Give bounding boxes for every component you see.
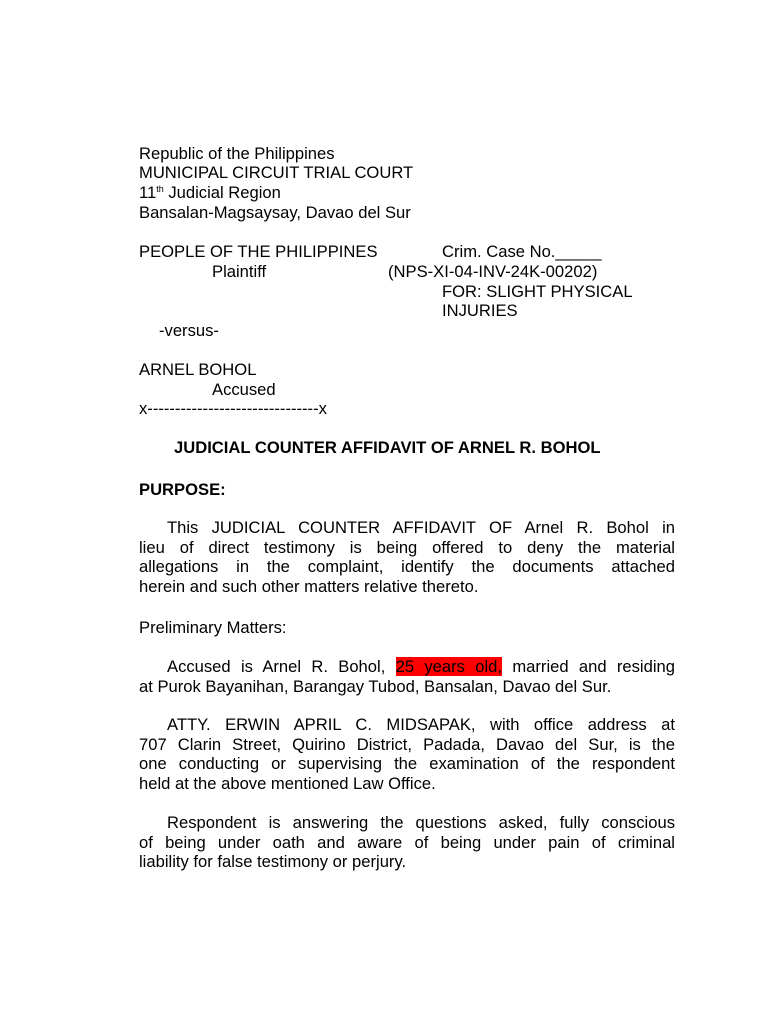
respondent-paragraph (139, 813, 675, 872)
accused-role: Accused (212, 380, 276, 399)
region-number: 11 (139, 183, 157, 202)
accused-line: at Purok Bayanihan, Barangay Tubod, Bansalan, Davao del Sur. (139, 676, 612, 696)
caption-separator: x-------------------------------x (139, 399, 327, 418)
purpose-line: herein and such other matters relative thereto. (139, 576, 479, 596)
purpose-line: lieu of direct testimony is being offered to deny the material (139, 537, 675, 557)
highlighted-age: 25 years old, (395, 657, 503, 676)
accused-name: ARNEL BOHOL (139, 360, 257, 379)
versus-text: -versus- (159, 321, 219, 340)
region-suffix: th (156, 184, 164, 195)
offense-line-1: FOR: SLIGHT PHYSICAL (442, 282, 633, 301)
court-heading: MUNICIPAL CIRCUIT TRIAL COURT (139, 163, 414, 182)
preliminary-heading: Preliminary Matters: (139, 618, 287, 637)
docket-number: (NPS-XI-04-INV-24K-00202) (388, 262, 598, 281)
respondent-line: liability for false testimony or perjury. (139, 852, 407, 872)
attorney-line: held at the above mentioned Law Office. (139, 773, 436, 793)
offense-line-2: INJURIES (442, 301, 518, 320)
attorney-line: one conducting or supervising the examination of the respondent (139, 754, 675, 774)
plaintiff-role: Plaintiff (212, 262, 267, 281)
country-heading: Republic of the Philippines (139, 144, 335, 163)
attorney-line: 707 Clarin Street, Quirino District, Padada, Davao del Sur, is the (139, 734, 675, 754)
respondent-line: of being under oath and aware of being under pain of criminal (139, 832, 675, 852)
court-location: Bansalan-Magsaysay, Davao del Sur (139, 203, 411, 222)
purpose-heading: PURPOSE: (139, 480, 226, 499)
purpose-line: This JUDICIAL COUNTER AFFIDAVIT OF Arnel R. Bohol in (167, 518, 675, 537)
purpose-line: allegations in the complaint, identify the documents attached (139, 557, 675, 577)
accused-paragraph (139, 657, 675, 696)
case-number: Crim. Case No._____ (442, 242, 602, 261)
purpose-paragraph (139, 518, 675, 596)
region-text: Judicial Region (163, 183, 281, 202)
attorney-paragraph (139, 715, 675, 793)
judicial-region (139, 183, 281, 203)
document-title: JUDICIAL COUNTER AFFIDAVIT OF ARNEL R. BOHOL (174, 438, 601, 457)
attorney-line: ATTY. ERWIN APRIL C. MIDSAPAK, with office address at (167, 715, 675, 734)
respondent-line: Respondent is answering the questions asked, fully conscious (167, 813, 675, 832)
plaintiff-name: PEOPLE OF THE PHILIPPINES (139, 242, 378, 261)
accused-line: Accused is Arnel R. Bohol, 25 years old, married and residing (167, 657, 675, 676)
